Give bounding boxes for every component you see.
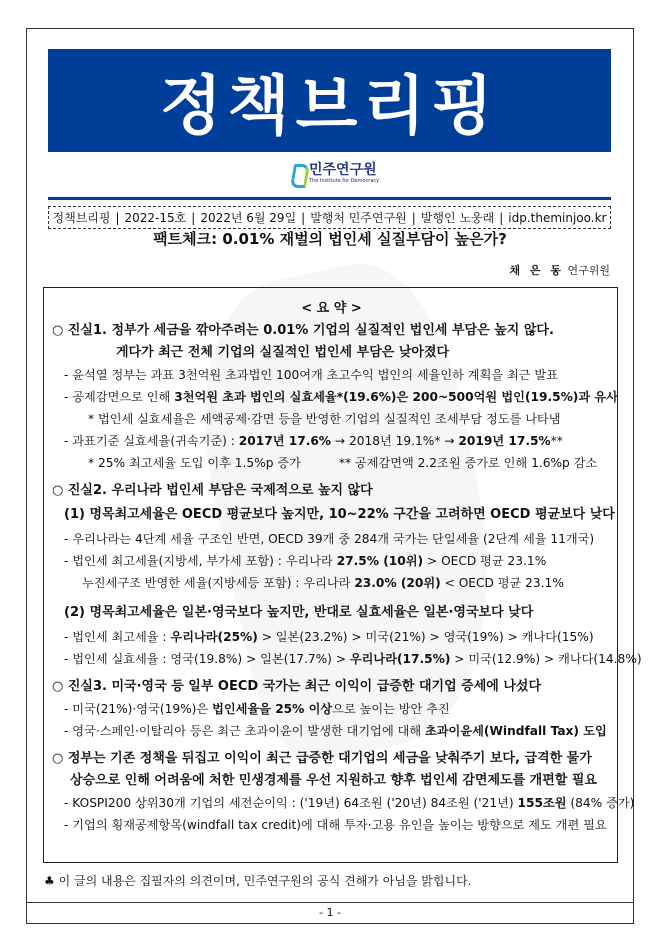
meta-sep: | <box>115 210 120 225</box>
meta-sep: | <box>499 210 504 225</box>
truth3-title: ○ 진실3. 미국·영국 등 일부 OECD 국가는 최근 이익이 급증한 대기업 증세에 나섰다 <box>52 679 542 694</box>
author <box>509 262 610 278</box>
meta-sep: | <box>191 210 196 225</box>
meta-issuer: 발행인 노웅래 <box>420 211 495 225</box>
institute-logo <box>290 162 379 186</box>
divider <box>48 197 611 200</box>
list-item: - KOSPI200 상위30개 기업의 세전순이익 : ('19년) 64조원 ('20년) 84조원 ('21년) 155조원 (84% 증가) <box>64 796 635 810</box>
document-title: 팩트체크: 0.01% 재벌의 법인세 실질부담이 높은가? <box>153 230 507 248</box>
truth2-sub2: (2) 명목최고세율은 일본·영국보다 높지만, 반대로 실효세율은 일본·영국보다 낮다 <box>64 605 534 620</box>
summary-box <box>43 287 642 863</box>
conclusion-title: ○ 정부는 기존 정책을 뒤집고 이익이 최근 급증한 대기업의 세금을 낮춰주기 보다, 급격한 물가 <box>52 751 592 766</box>
list-item: 누진세구조 반영한 세율(지방세등 포함) : 우리나라 23.0% (20위) < OECD 평균 23.1% <box>82 576 564 590</box>
truth2-sub1: (1) 명목최고세율은 OECD 평균보다 높지만, 10~22% 구간을 고려하면 OECD 평균보다 낮다 <box>64 507 615 522</box>
list-item: - 미국(21%)·영국(19%)은 법인세율을 25% 이상으로 높이는 방안 추진 <box>64 702 450 716</box>
footnote-item: * 25% 최고세율 도입 이후 1.5%p 증가 ** 공제감면액 2.2조원 증가로 인해 1.6%p 감소 <box>88 456 598 470</box>
conclusion-title-cont: 상승으로 인해 어려움에 처한 민생경제를 우선 지원하고 향후 법인세 감면제도를 개편할 필요 <box>70 773 597 788</box>
list-item: - 법인세 실효세율 : 영국(19.8%) > 일본(17.7%) > 우리나라(17.5%) > 미국(12.9%) > 캐나다(14.8%) <box>64 652 642 666</box>
header-banner <box>48 49 611 152</box>
disclaimer: ♣ 이 글의 내용은 집필자의 의견이며, 민주연구원의 공식 견해가 아님을 밝힙니다. <box>44 874 472 888</box>
meta-date: 2022년 6월 29일 <box>200 211 297 225</box>
logo-mark-icon <box>290 162 306 186</box>
list-item: - 법인세 최고세율(지방세, 부가세 포함) : 우리나라 27.5% (10위) > OECD 평균 23.1% <box>64 554 547 568</box>
list-item: - 과표기준 실효세율(귀속기준) : 2017년 17.6% → 2018년 19.1%* → 2019년 17.5%** <box>64 434 563 448</box>
truth2-title: ○ 진실2. 우리나라 법인세 부담은 국제적으로 높지 않다 <box>52 483 373 498</box>
footnote-item: * 법인세 실효세율은 세액공제·감면 등을 반영한 기업의 실질적인 조세부담 정도를 나타냄 <box>88 412 561 426</box>
meta-publisher: 발행처 민주연구원 <box>310 211 407 225</box>
meta-sep: | <box>411 210 416 225</box>
summary-heading: < 요 약 > <box>301 301 362 316</box>
meta-url[interactable]: idp.theminjoo.kr <box>508 210 607 225</box>
list-item: - 법인세 최고세율 : 우리나라(25%) > 일본(23.2%) > 미국(21%) > 영국(19%) > 캐나다(15%) <box>64 630 594 644</box>
banner-title: 정책브리핑 <box>159 69 500 144</box>
truth1-title-cont: 게다가 최근 전체 기업의 실질적인 법인세 부담은 낮아졌다 <box>116 345 450 360</box>
list-item: - 영국·스페인·이탈리아 등은 최근 초과이윤이 발생한 대기업에 대해 초과이윤세(Windfall Tax) 도입 <box>64 724 607 738</box>
page-number: - 1 - <box>319 906 341 919</box>
list-item: - 기업의 횡재공제항목(windfall tax credit)에 대해 투자·고용 유인을 높이는 방향으로 제도 개편 필요 <box>64 818 607 832</box>
author-name: 채 은 동 <box>509 264 564 277</box>
author-role: 연구위원 <box>567 264 610 277</box>
publication-meta <box>48 206 611 229</box>
logo-name-ko: 민주연구원 <box>309 162 377 178</box>
logo-name-en: The Institute for Democracy <box>309 178 380 184</box>
list-item: - 윤석열 정부는 과표 3천억원 초과법인 100여개 초고수익 법인의 세율인하 계획을 최근 발표 <box>64 368 558 382</box>
meta-series: 정책브리핑 <box>52 211 111 225</box>
meta-issue: 2022-15호 <box>124 211 187 225</box>
footer-divider <box>26 902 634 903</box>
list-item: - 우리나라는 4단계 세율 구조인 반면, OECD 39개 중 284개 국가는 단일세율 (2단계 세율 11개국) <box>64 532 595 546</box>
list-item: - 공제감면으로 인해 3천억원 초과 법인의 실효세율*(19.6%)은 200~500억원 법인(19.5%)과 유사 <box>64 390 618 404</box>
meta-sep: | <box>301 210 306 225</box>
truth1-title: ○ 진실1. 정부가 세금을 깎아주려는 0.01% 기업의 실질적인 법인세 부담은 높지 않다. <box>52 323 554 338</box>
